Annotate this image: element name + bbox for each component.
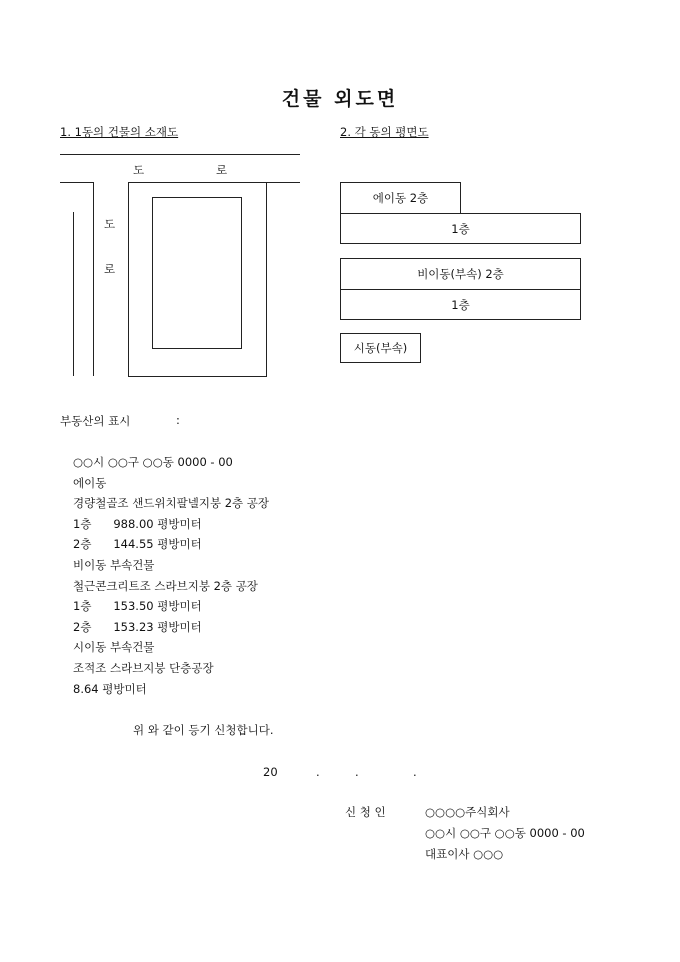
road-edge-right-top bbox=[266, 182, 300, 183]
road-label-top-1: 도 bbox=[133, 163, 145, 177]
building-a-2f: 에이동 2층 bbox=[340, 182, 461, 214]
applicant-company: ○○○○주식회사 bbox=[425, 805, 510, 819]
property-line: ○○시 ○○구 ○○동 0000 - 00 bbox=[73, 455, 233, 469]
property-line: 1층 153.50 평방미터 bbox=[73, 599, 202, 614]
section-site-plan-heading: 1. 1동의 건물의 소재도 bbox=[60, 125, 179, 139]
date-year: 20 bbox=[263, 765, 278, 779]
date-sep-2: . bbox=[355, 765, 359, 779]
road-edge-top bbox=[60, 154, 300, 155]
date-sep-3: . bbox=[413, 765, 417, 779]
section-floor-plan-heading: 2. 각 동의 평면도 bbox=[340, 125, 429, 139]
document-title: 건물 외도면 bbox=[281, 88, 399, 110]
statement: 위 와 같이 등기 신청합니다. bbox=[133, 723, 274, 737]
applicant-label: 신 청 인 bbox=[345, 805, 386, 819]
property-line: 경량철골조 샌드위치팔넬지붕 2층 공장 bbox=[73, 496, 270, 511]
building-b-2f: 비이동(부속) 2층 bbox=[340, 258, 581, 290]
road-label-left-1: 도 bbox=[104, 217, 116, 231]
property-line: 조적조 스라브지붕 단층공장 bbox=[73, 660, 214, 675]
property-line: 철근콘크리트조 스라브지붕 2층 공장 bbox=[73, 578, 258, 593]
building-c: 시동(부속) bbox=[340, 333, 421, 363]
property-line: 비이동 부속건물 bbox=[73, 557, 155, 572]
property-line: 8.64 평방미터 bbox=[73, 681, 147, 696]
property-line: 1층 988.00 평방미터 bbox=[73, 516, 202, 531]
property-line: 시이동 부속건물 bbox=[73, 640, 155, 655]
road-edge-left-top bbox=[60, 182, 93, 183]
road-label-left-2: 로 bbox=[104, 262, 116, 276]
property-lines bbox=[73, 452, 269, 699]
property-line: 2층 153.23 평방미터 bbox=[73, 619, 202, 634]
property-line: 2층 144.55 평방미터 bbox=[73, 537, 202, 552]
property-line: 에이동 bbox=[73, 475, 107, 490]
date-sep-1: . bbox=[316, 765, 320, 779]
road-edge-outer bbox=[73, 212, 74, 376]
road-edge-inner bbox=[93, 182, 94, 376]
road-label-top-2: 로 bbox=[216, 163, 228, 177]
building-b-1f: 1층 bbox=[340, 289, 581, 320]
building-a-1f: 1층 bbox=[340, 213, 581, 244]
building-outline bbox=[152, 197, 242, 349]
property-heading: 부동산의 표시 bbox=[60, 414, 131, 428]
applicant-address: ○○시 ○○구 ○○동 0000 - 00 bbox=[425, 826, 585, 840]
property-colon: : bbox=[176, 413, 180, 427]
applicant-representative: 대표이사 ○○○ bbox=[425, 847, 504, 861]
